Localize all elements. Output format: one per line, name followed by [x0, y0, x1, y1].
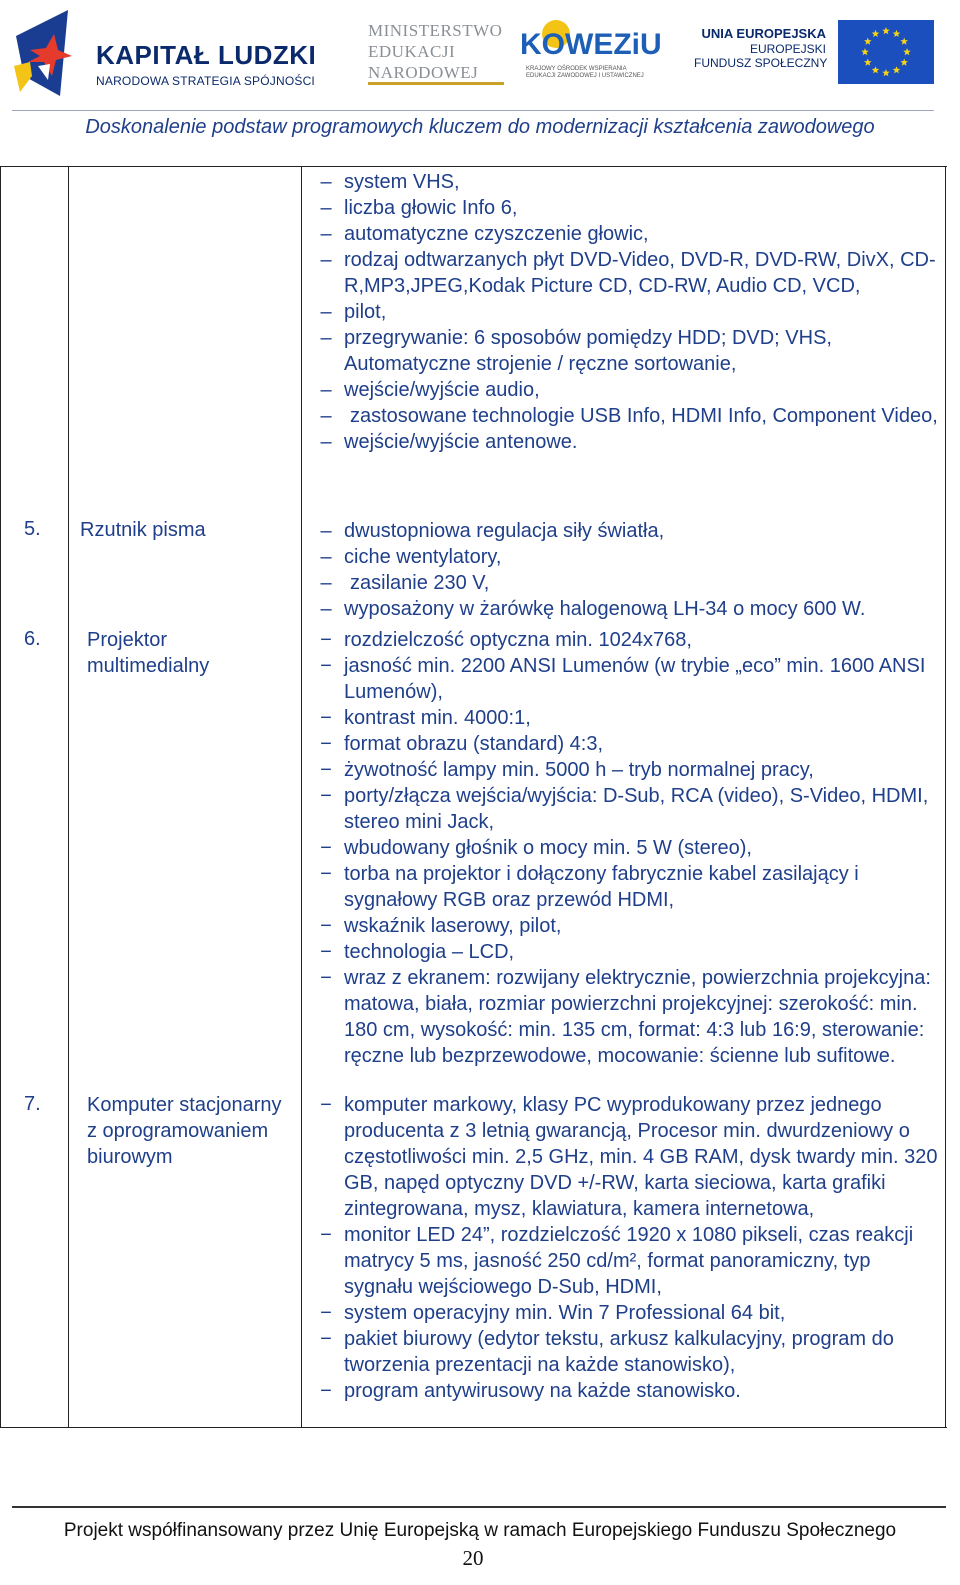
- spec-text: program antywirusowy na każde stanowisko.: [344, 1380, 741, 1402]
- bullet-dash: −: [320, 759, 332, 781]
- spec-item: [305, 299, 941, 325]
- ministry-logo: [368, 20, 508, 80]
- eu-line: EUROPEJSKI: [749, 42, 826, 56]
- table-border: [301, 167, 302, 1427]
- header-divider: [12, 110, 934, 111]
- spec-item: [305, 835, 941, 861]
- row-number: 6.: [24, 628, 41, 650]
- bullet-dash: −: [320, 1094, 332, 1116]
- spec-text: liczba głowic Info 6,: [344, 197, 518, 219]
- spec-item: [305, 731, 941, 757]
- spec-item: [305, 544, 941, 570]
- bullet-dash: –: [320, 572, 332, 594]
- spec-text: monitor LED 24”, rozdzielczość 1920 x 1080 pikseli, czas reakcji matrycy 5 ms, jasność 250 cd/m², format panoramiczny, typ sygnału wejściowego D-Sub, HDMI,: [344, 1224, 914, 1298]
- spec-item: [305, 783, 941, 835]
- ministry-line: NARODOWEJ: [368, 63, 479, 82]
- bullet-dash: −: [320, 863, 332, 885]
- bullet-dash: −: [320, 733, 332, 755]
- spec-text: porty/złącza wejścia/wyjścia: D-Sub, RCA (video), S-Video, HDMI, stereo mini Jack,: [344, 785, 929, 833]
- spec-item: [305, 1300, 941, 1326]
- kowezu-subtitle-line: KRAJOWY OŚRODEK WSPIERANIA: [526, 66, 627, 72]
- bullet-dash: –: [320, 327, 332, 349]
- spec-list: [305, 1092, 941, 1404]
- spec-text: rodzaj odtwarzanych płyt DVD-Video, DVD-R, DVD-RW, DivX, CD-R,MP3,JPEG,Kodak Picture CD, CD-RW, Audio CD, VCD,: [344, 249, 936, 297]
- spec-text: system VHS,: [344, 171, 460, 193]
- bullet-dash: −: [320, 941, 332, 963]
- kowezu-logo: [520, 18, 662, 82]
- spec-text: przegrywanie: 6 sposobów pomiędzy HDD; DVD; VHS, Automatyczne strojenie / ręczne sortowanie,: [344, 327, 832, 375]
- kowezu-wordmark: KOWEZiU: [520, 28, 662, 61]
- kapital-ludzki-title: KAPITAŁ LUDZKI: [96, 40, 317, 70]
- spec-item: [305, 1092, 941, 1222]
- spec-text: dwustopniowa regulacja siły światła,: [344, 520, 665, 542]
- bullet-dash: −: [320, 1224, 332, 1246]
- spec-text: wbudowany głośnik o mocy min. 5 W (stereo),: [344, 837, 752, 859]
- item-name: Komputer stacjonarny z oprogramowaniem biurowym: [87, 1094, 282, 1168]
- spec-item: [305, 221, 941, 247]
- spec-item: [305, 757, 941, 783]
- spec-item: [305, 705, 941, 731]
- eu-logo: [690, 18, 940, 88]
- spec-text: wraz z ekranem: rozwijany elektrycznie, powierzchnia projekcyjna: matowa, biała, rozmiar powierzchni projekcyjnej: szerokość: min. 180 cm, wysokość: min. 135 cm, format: 4:3 lub 16:9, sterowanie: ręczne lub bezprzewodowe, mocowanie: ścienne lub sufitowe.: [344, 967, 931, 1067]
- bullet-dash: −: [320, 1302, 332, 1324]
- spec-item: [305, 403, 941, 429]
- kapital-ludzki-subtitle: NARODOWA STRATEGIA SPÓJNOŚCI: [96, 74, 315, 88]
- row-number: 7.: [24, 1093, 41, 1115]
- item-name: Rzutnik pisma: [80, 519, 206, 541]
- bullet-dash: −: [320, 837, 332, 859]
- footer-text: Projekt współfinansowany przez Unię Europejską w ramach Europejskiego Funduszu Społecznego: [63, 1520, 897, 1541]
- spec-list: [305, 169, 941, 455]
- bullet-dash: –: [320, 379, 332, 401]
- spec-item: [305, 1222, 941, 1300]
- page-number: 20: [462, 1546, 484, 1570]
- eu-line: FUNDUSZ SPOŁECZNY: [694, 56, 828, 70]
- bullet-dash: −: [320, 1328, 332, 1350]
- spec-text: rozdzielczość optyczna min. 1024x768,: [344, 629, 692, 651]
- equipment-table: [0, 166, 947, 1428]
- spec-text: pakiet biurowy (edytor tekstu, arkusz kalkulacyjny, program do tworzenia prezentacji na każde stanowisko),: [344, 1328, 894, 1376]
- spec-text: komputer markowy, klasy PC wyprodukowany przez jednego producenta z 3 letnią gwarancją, Procesor min. dwurdzeniowy o częstotliwości min. 2,5 GHz, min. 4 GB RAM, dysk twardy min. 320 GB, napęd optyczny DVD +/-RW, karta sieciowa, karta grafiki zintegrowana, mysz, klawiatura, kamera internetowa,: [344, 1094, 938, 1220]
- spec-item: [305, 596, 941, 622]
- eu-line: UNIA EUROPEJSKA: [701, 26, 826, 41]
- spec-item: [305, 1326, 941, 1378]
- bullet-dash: –: [320, 197, 332, 219]
- spec-text: zastosowane technologie USB Info, HDMI Info, Component Video,: [350, 405, 938, 427]
- bullet-dash: −: [320, 915, 332, 937]
- kapital-ludzki-star-icon: [10, 6, 80, 98]
- spec-text: zasilanie 230 V,: [350, 572, 490, 594]
- spec-text: wskaźnik laserowy, pilot,: [344, 915, 562, 937]
- spec-item: [305, 518, 941, 544]
- header-title: Doskonalenie podstaw programowych kluczem do modernizacji kształcenia zawodowego: [85, 116, 875, 138]
- bullet-dash: –: [320, 223, 332, 245]
- bullet-dash: −: [320, 655, 332, 677]
- table-border: [68, 167, 69, 1427]
- ministry-line: EDUKACJI: [368, 42, 456, 61]
- bullet-dash: –: [320, 598, 332, 620]
- logo-bar: [0, 0, 960, 105]
- spec-text: automatyczne czyszczenie głowic,: [344, 223, 649, 245]
- spec-item: [305, 429, 941, 455]
- bullet-dash: −: [320, 707, 332, 729]
- kowezu-subtitle: [526, 66, 644, 80]
- ministry-line: MINISTERSTWO: [368, 21, 503, 40]
- kowezu-subtitle-line: EDUKACJI ZAWODOWEJ I USTAWICZNEJ: [526, 73, 644, 79]
- bullet-dash: −: [320, 1380, 332, 1402]
- bullet-dash: –: [320, 546, 332, 568]
- row-number: 5.: [24, 518, 41, 540]
- footer-divider: [12, 1506, 946, 1508]
- spec-item: [305, 861, 941, 913]
- spec-item: [305, 195, 941, 221]
- kapital-ludzki-logo: [10, 6, 317, 98]
- spec-list: [305, 518, 941, 622]
- spec-text: wejście/wyjście antenowe.: [344, 431, 578, 453]
- eu-text: [694, 26, 826, 70]
- spec-item: [305, 1378, 941, 1404]
- bullet-dash: −: [320, 629, 332, 651]
- spec-item: [305, 913, 941, 939]
- bullet-dash: –: [320, 301, 332, 323]
- spec-text: pilot,: [344, 301, 387, 323]
- spec-text: ciche wentylatory,: [344, 546, 502, 568]
- spec-text: wyposażony w żarówkę halogenową LH-34 o mocy 600 W.: [344, 598, 866, 620]
- spec-item: [305, 627, 941, 653]
- spec-item: [305, 939, 941, 965]
- table-border: [0, 167, 1, 1427]
- eu-flag-icon: [838, 20, 934, 84]
- spec-item: [305, 570, 941, 596]
- item-name: Projektor multimedialny: [87, 629, 210, 677]
- spec-text: format obrazu (standard) 4:3,: [344, 733, 604, 755]
- spec-item: [305, 325, 941, 377]
- spec-text: kontrast min. 4000:1,: [344, 707, 531, 729]
- bullet-dash: –: [320, 431, 332, 453]
- spec-list: [305, 627, 941, 1069]
- bullet-dash: −: [320, 785, 332, 807]
- ministry-underline: [368, 82, 504, 85]
- spec-text: żywotność lampy min. 5000 h – tryb normalnej pracy,: [344, 759, 814, 781]
- spec-item: [305, 653, 941, 705]
- spec-text: jasność min. 2200 ANSI Lumenów (w trybie „eco” min. 1600 ANSI Lumenów),: [344, 655, 926, 703]
- spec-item: [305, 169, 941, 195]
- spec-text: system operacyjny min. Win 7 Professional 64 bit,: [344, 1302, 786, 1324]
- bullet-dash: −: [320, 967, 332, 989]
- spec-item: [305, 377, 941, 403]
- bullet-dash: –: [320, 171, 332, 193]
- spec-text: technologia – LCD,: [344, 941, 515, 963]
- spec-text: wejście/wyjście audio,: [344, 379, 540, 401]
- bullet-dash: –: [320, 405, 332, 427]
- bullet-dash: –: [320, 520, 332, 542]
- table-border: [945, 167, 946, 1427]
- spec-item: [305, 965, 941, 1069]
- spec-item: [305, 247, 941, 299]
- spec-text: torba na projektor i dołączony fabrycznie kabel zasilający i sygnałowy RGB oraz przewód HDMI,: [344, 863, 859, 911]
- bullet-dash: –: [320, 249, 332, 271]
